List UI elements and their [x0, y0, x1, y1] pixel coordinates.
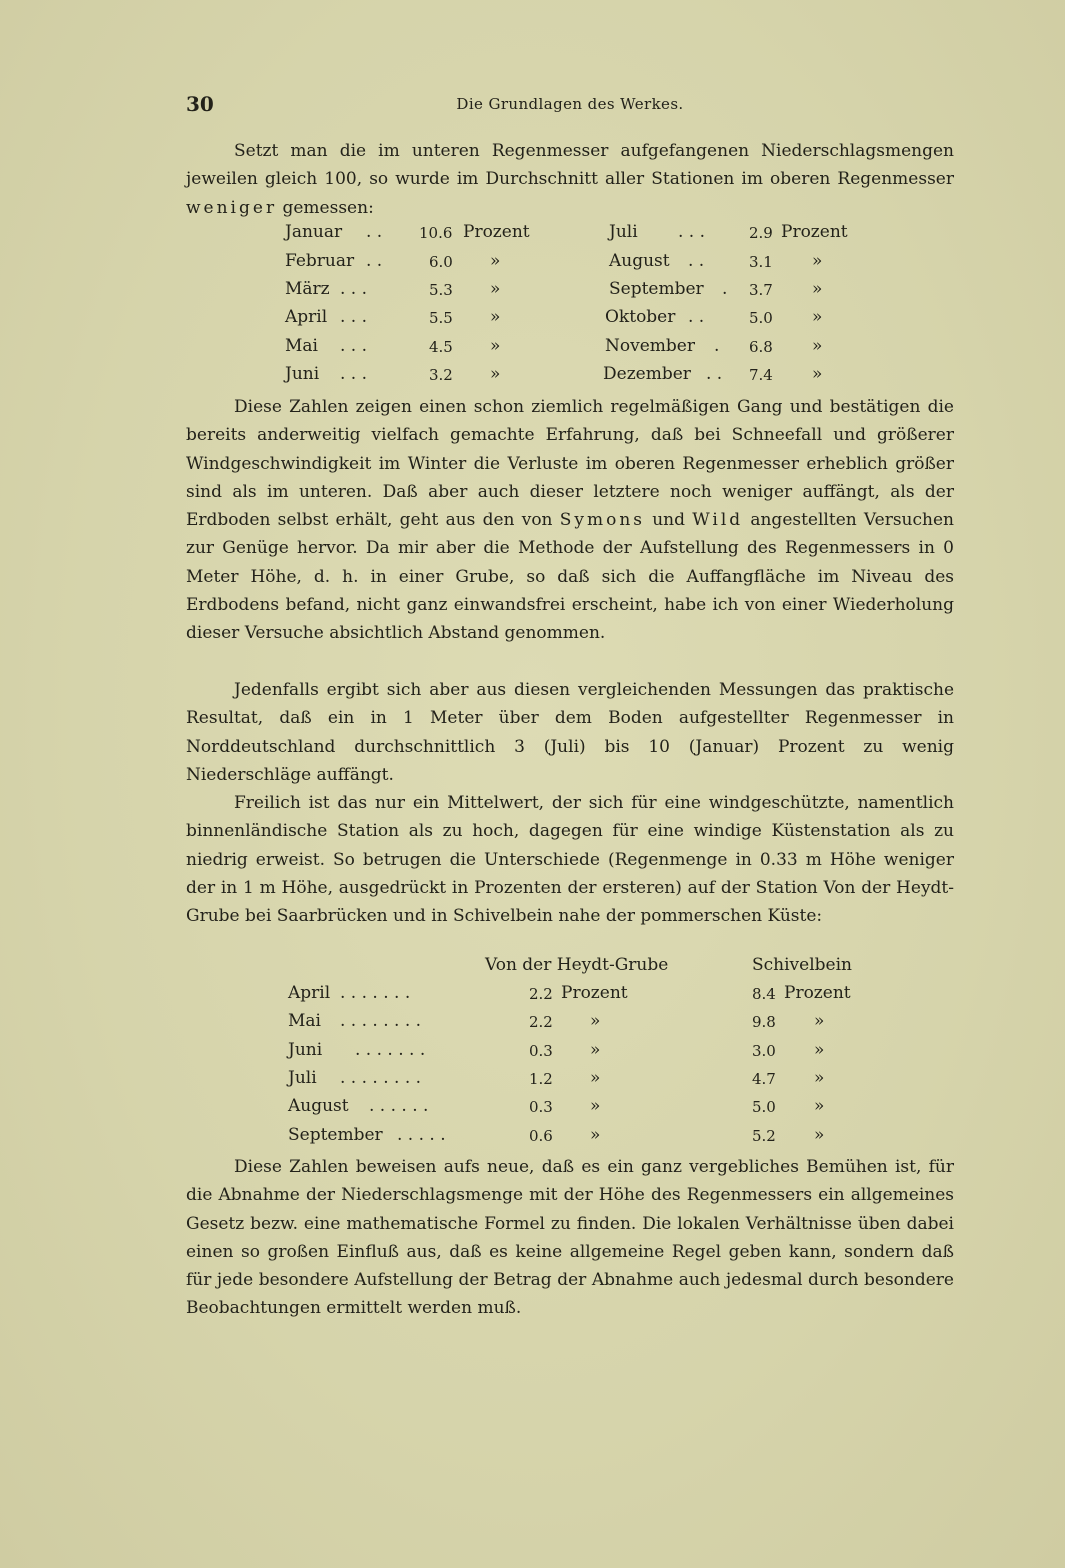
- value-right: 3.7: [749, 281, 773, 299]
- month-label: August: [288, 1096, 349, 1116]
- unit-left: »: [490, 279, 501, 299]
- month-label: September: [288, 1125, 383, 1145]
- month-right: November: [605, 336, 695, 356]
- paragraph-2-text-c: und: [645, 510, 693, 531]
- value-heydt: 0.3: [529, 1098, 553, 1116]
- value-right: 7.4: [749, 366, 773, 384]
- leader-dots: . . . . . . . .: [340, 1011, 422, 1031]
- value-heydt: 2.2: [529, 1013, 553, 1031]
- page-number: 30: [186, 92, 214, 116]
- value-schivelbein: 9.8: [752, 1013, 776, 1031]
- month-left: Februar: [285, 251, 355, 271]
- value-schivelbein: 8.4: [752, 985, 776, 1003]
- value-heydt: 0.3: [529, 1042, 553, 1060]
- paragraph-4: Freilich ist das nur ein Mittelwert, der sich für eine windgeschützte, namentlich binnenländische Station als zu hoch, dagegen für eine windige Küstenstation als zu niedrig erweist. So betrugen die Unterschiede (Regenmenge in 0.33 m Höhe weniger der in 1 m Höhe, ausgedrückt in Prozenten der ersteren) auf der Station Von der Heydt-Grube bei Saarbrücken und in Schivelbein nahe der pommerschen Küste:: [186, 793, 954, 927]
- emphasis-weniger: weniger: [186, 197, 278, 218]
- paragraph-1: [186, 137, 954, 222]
- leader-dots: . .: [706, 364, 723, 384]
- month-label: April: [288, 983, 331, 1003]
- month-left: Juni: [285, 364, 320, 384]
- unit-left: »: [490, 307, 501, 327]
- unit-left: »: [490, 364, 501, 384]
- leader-dots: . . .: [340, 364, 368, 384]
- unit-left: »: [490, 251, 501, 271]
- value-heydt: 0.6: [529, 1127, 553, 1145]
- month-right: Dezember: [603, 364, 691, 384]
- month-label: Juli: [288, 1068, 317, 1088]
- value-schivelbein: 3.0: [752, 1042, 776, 1060]
- leader-dots: . . . . . . .: [340, 983, 411, 1003]
- month-right: Juli: [609, 222, 638, 242]
- leader-dots: . . .: [678, 222, 706, 242]
- unit-heydt: »: [590, 1068, 601, 1088]
- value-left: 4.5: [429, 338, 453, 356]
- unit-schivelbein: »: [814, 1068, 825, 1088]
- value-right: 5.0: [749, 309, 773, 327]
- leader-dots: .: [714, 336, 720, 356]
- unit-right: »: [812, 251, 823, 271]
- unit-left: »: [490, 336, 501, 356]
- unit-schivelbein: »: [814, 1040, 825, 1060]
- unit-schivelbein: »: [814, 1125, 825, 1145]
- unit-schivelbein: Prozent: [784, 983, 851, 1003]
- month-label: Juni: [288, 1040, 323, 1060]
- leader-dots: . .: [688, 307, 705, 327]
- paragraph-1-text-c: gemessen:: [277, 197, 374, 218]
- unit-left: Prozent: [463, 222, 530, 242]
- paragraph-3: Jedenfalls ergibt sich aber aus diesen vergleichenden Messungen das praktische Resultat, daß ein in 1 Meter über dem Boden aufgestellter Regenmesser in Norddeutschland durchschnittlich 3 (Juli) bis 10 (Januar) Prozent zu wenig Niederschläge auffängt.: [186, 680, 954, 785]
- value-schivelbein: 4.7: [752, 1070, 776, 1088]
- unit-heydt: »: [590, 1040, 601, 1060]
- month-left: Januar: [285, 222, 343, 242]
- month-right: August: [609, 251, 670, 271]
- leader-dots: . .: [688, 251, 705, 271]
- month-right: September: [609, 279, 704, 299]
- leader-dots: . . .: [340, 307, 368, 327]
- unit-right: »: [812, 336, 823, 356]
- emphasis-wild: Wild: [692, 510, 744, 531]
- running-head: Die Grundlagen des Werkes.: [456, 95, 684, 113]
- unit-heydt: »: [590, 1011, 601, 1031]
- leader-dots: . . . . . .: [369, 1096, 429, 1116]
- leader-dots: . . .: [340, 279, 368, 299]
- page-header: [186, 92, 954, 118]
- value-left: 10.6: [419, 224, 453, 242]
- value-left: 5.5: [429, 309, 453, 327]
- value-left: 3.2: [429, 366, 453, 384]
- leader-dots: . . .: [340, 336, 368, 356]
- value-schivelbein: 5.2: [752, 1127, 776, 1145]
- column-header-heydt-grube: Von der Heydt-Grube: [485, 955, 669, 975]
- leader-dots: . . . . . . .: [355, 1040, 426, 1060]
- paragraph-2-text-a: Diese Zahlen zeigen einen schon ziemlich regelmäßigen Gang und bestätigen die bereits anderweitig vielfach gemachte Erfahrung, daß bei Schneefall und größerer Windgeschwindigkeit im Winter die Verluste im oberen Regenmesser erheblich größer sind als im unteren. Daß aber auch dieser letztere noch weniger auffängt, als der Erdboden selbst erhält, geht aus den von: [186, 397, 954, 531]
- value-heydt: 2.2: [529, 985, 553, 1003]
- value-right: 6.8: [749, 338, 773, 356]
- emphasis-symons: Symons: [559, 510, 645, 531]
- unit-heydt: »: [590, 1096, 601, 1116]
- leader-dots: . .: [366, 251, 383, 271]
- value-heydt: 1.2: [529, 1070, 553, 1088]
- unit-right: Prozent: [781, 222, 848, 242]
- unit-right: »: [812, 364, 823, 384]
- paragraph-1-text-a: Setzt man die im unteren Regenmesser aufgefangenen Niederschlagsmengen jeweilen gleich 100, so wurde im Durchschnitt aller Stationen im oberen Regenmesser: [186, 141, 954, 190]
- unit-schivelbein: »: [814, 1011, 825, 1031]
- leader-dots: . . . . . . . .: [340, 1068, 422, 1088]
- paragraph-2: [186, 393, 954, 648]
- month-left: März: [285, 279, 330, 299]
- unit-right: »: [812, 307, 823, 327]
- leader-dots: . .: [366, 222, 383, 242]
- column-header-schivelbein: Schivelbein: [752, 955, 852, 975]
- unit-heydt: Prozent: [561, 983, 628, 1003]
- month-left: Mai: [285, 336, 318, 356]
- value-left: 5.3: [429, 281, 453, 299]
- value-schivelbein: 5.0: [752, 1098, 776, 1116]
- unit-schivelbein: »: [814, 1096, 825, 1116]
- unit-heydt: »: [590, 1125, 601, 1145]
- leader-dots: . . . . .: [397, 1125, 446, 1145]
- month-label: Mai: [288, 1011, 321, 1031]
- value-left: 6.0: [429, 253, 453, 271]
- month-right: Oktober: [605, 307, 676, 327]
- month-left: April: [285, 307, 328, 327]
- paragraph-5: Diese Zahlen beweisen aufs neue, daß es ein ganz vergebliches Bemühen ist, für die Abnahme der Niederschlagsmenge mit der Höhe des Regenmessers ein allgemeines Gesetz bezw. eine mathematische Formel zu finden. Die lokalen Verhältnisse üben dabei einen so großen Einfluß aus, daß es keine allgemeine Regel geben kann, sondern daß für jede besondere Aufstellung der Betrag der Abnahme auch jedesmal durch besondere Beobachtungen ermittelt werden muß.: [186, 1157, 954, 1319]
- unit-right: »: [812, 279, 823, 299]
- value-right: 3.1: [749, 253, 773, 271]
- leader-dots: .: [722, 279, 728, 299]
- value-right: 2.9: [749, 224, 773, 242]
- paragraph-2-text-e: angestellten Versuchen zur Genüge hervor. Da mir aber die Methode der Aufstellung des Regenmessers in 0 Meter Höhe, d. h. in einer Grube, so daß sich die Auffangfläche im Niveau des Erdbodens befand, nicht ganz einwandsfrei erscheint, habe ich von einer Wiederholung dieser Versuche absichtlich Abstand genommen.: [186, 510, 954, 644]
